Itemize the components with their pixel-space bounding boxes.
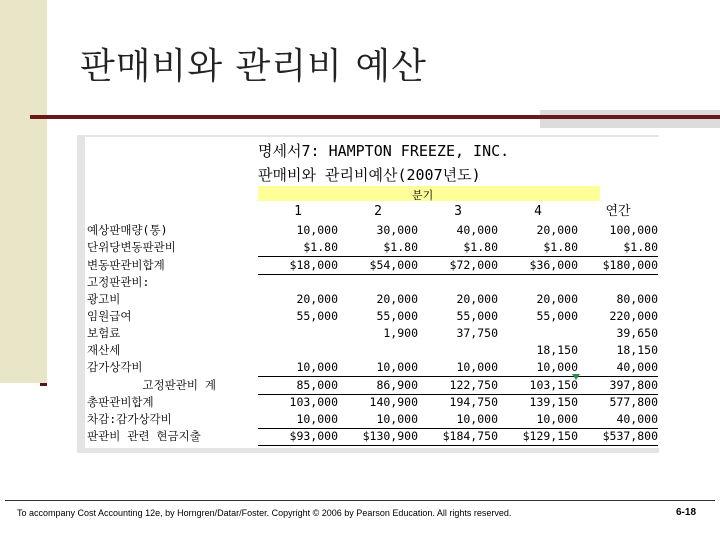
cell-value: 20,000	[536, 292, 578, 306]
row-label: 예상판매량(통)	[87, 223, 168, 237]
row-label: 단위당변동판관비	[87, 240, 176, 254]
cell-value: $1.80	[418, 239, 498, 257]
row-label: 판관비 관련 현금지출	[87, 429, 201, 443]
cell-value: 10,000	[258, 411, 338, 429]
cell-value: 577,800	[609, 395, 658, 409]
cell-value: 397,800	[578, 377, 658, 395]
title-rule-shadow	[540, 110, 720, 128]
table-row	[85, 308, 659, 325]
cell-value: $130,900	[338, 428, 418, 446]
row-label: 변동판관비합계	[87, 258, 165, 272]
row-label: 광고비	[87, 292, 121, 306]
row-label: 임원급여	[87, 309, 132, 323]
cell-value: 10,000	[418, 359, 498, 377]
schedule-title: 명세서7: HAMPTON FREEZE, INC.	[258, 142, 510, 160]
table-row	[85, 411, 659, 428]
slide-title: 판매비와 관리비 예산	[80, 46, 427, 87]
cell-value: 40,000	[456, 223, 498, 237]
cell-value: 20,000	[456, 292, 498, 306]
cell-value: $18,000	[258, 257, 338, 275]
schedule-subtitle: 판매비와 관리비예산(2007년도)	[258, 166, 481, 184]
cell-value: 80,000	[616, 292, 658, 306]
table-row	[85, 222, 659, 239]
cell-value: 10,000	[418, 411, 498, 429]
cell-value: 18,150	[536, 343, 578, 357]
cell-value: 103,150	[498, 377, 578, 395]
cell-value: 10,000	[338, 359, 418, 377]
cell-value: $184,750	[418, 428, 498, 446]
row-label: 총판관비합계	[87, 395, 154, 409]
left-accent-bar	[0, 0, 47, 383]
cell-value: 30,000	[376, 223, 418, 237]
cell-value: $180,000	[578, 257, 658, 275]
cell-value: 85,000	[258, 377, 338, 395]
row-label: 차감:감가상각비	[87, 412, 172, 426]
row-label: 재산세	[87, 343, 121, 357]
cell-value: 55,000	[376, 309, 418, 323]
cell-value: 194,750	[449, 395, 498, 409]
cell-value: 40,000	[578, 411, 658, 429]
cell-value: $72,000	[418, 257, 498, 275]
column-header-q4: 4	[534, 204, 542, 219]
table-row	[85, 394, 659, 411]
cell-value: 86,900	[338, 377, 418, 395]
cell-value: 20,000	[536, 223, 578, 237]
column-header-row	[85, 203, 659, 220]
cell-value: 100,000	[609, 223, 658, 237]
cell-value: 55,000	[456, 309, 498, 323]
title-rule	[30, 115, 720, 119]
cell-value: 10,000	[296, 223, 338, 237]
cell-value: 10,000	[498, 359, 578, 377]
column-header-year: 연간	[605, 204, 631, 219]
cell-value: $93,000	[258, 428, 338, 446]
cell-value: $129,150	[498, 428, 578, 446]
footer-rule	[5, 500, 715, 501]
table-row	[85, 325, 659, 342]
cell-value: 55,000	[536, 309, 578, 323]
cell-value: 122,750	[418, 377, 498, 395]
footer-copyright: To accompany Cost Accounting 12e, by Horngren/Datar/Foster. Copyright © 2006 by Pearson Education. All rights reserved.	[17, 508, 512, 518]
cell-value: 40,000	[578, 359, 658, 377]
table-row	[85, 257, 659, 274]
table-row	[85, 291, 659, 308]
cell-value: 39,650	[616, 326, 658, 340]
page-number: 6-18	[676, 507, 697, 518]
cell-value: $1.80	[258, 239, 338, 257]
row-label: 고정판관비:	[87, 275, 150, 289]
column-header-q3: 3	[454, 204, 462, 219]
cell-value: 140,900	[369, 395, 418, 409]
table-row	[85, 428, 659, 445]
cell-value: 103,000	[289, 395, 338, 409]
cell-value: 10,000	[258, 359, 338, 377]
cell-value: 1,900	[383, 326, 418, 340]
column-header-q2: 2	[374, 204, 382, 219]
cell-value: $54,000	[338, 257, 418, 275]
cell-value: 10,000	[338, 411, 418, 429]
cell-value: $1.80	[338, 239, 418, 257]
cell-value: 139,150	[529, 395, 578, 409]
cell-comment-indicator-icon	[572, 374, 580, 380]
cell-value: 20,000	[296, 292, 338, 306]
cell-value: $1.80	[498, 239, 578, 257]
cell-value: 18,150	[616, 343, 658, 357]
table-row	[85, 342, 659, 359]
cell-value: 20,000	[376, 292, 418, 306]
cell-value: 55,000	[296, 309, 338, 323]
left-accent-edge	[40, 383, 47, 386]
quarter-label: 분기	[412, 189, 434, 202]
cell-value: 10,000	[498, 411, 578, 429]
column-header-q1: 1	[294, 204, 302, 219]
row-label: 고정판관비 계	[87, 378, 216, 392]
cell-value: $537,800	[578, 428, 658, 446]
cell-value: $36,000	[498, 257, 578, 275]
row-label: 보험료	[87, 326, 121, 340]
table-row	[85, 239, 659, 256]
row-label: 감가상각비	[87, 360, 143, 374]
table-row	[85, 274, 659, 291]
cell-value: 220,000	[609, 309, 658, 323]
cell-value: 37,750	[456, 326, 498, 340]
cell-value: $1.80	[578, 239, 658, 257]
